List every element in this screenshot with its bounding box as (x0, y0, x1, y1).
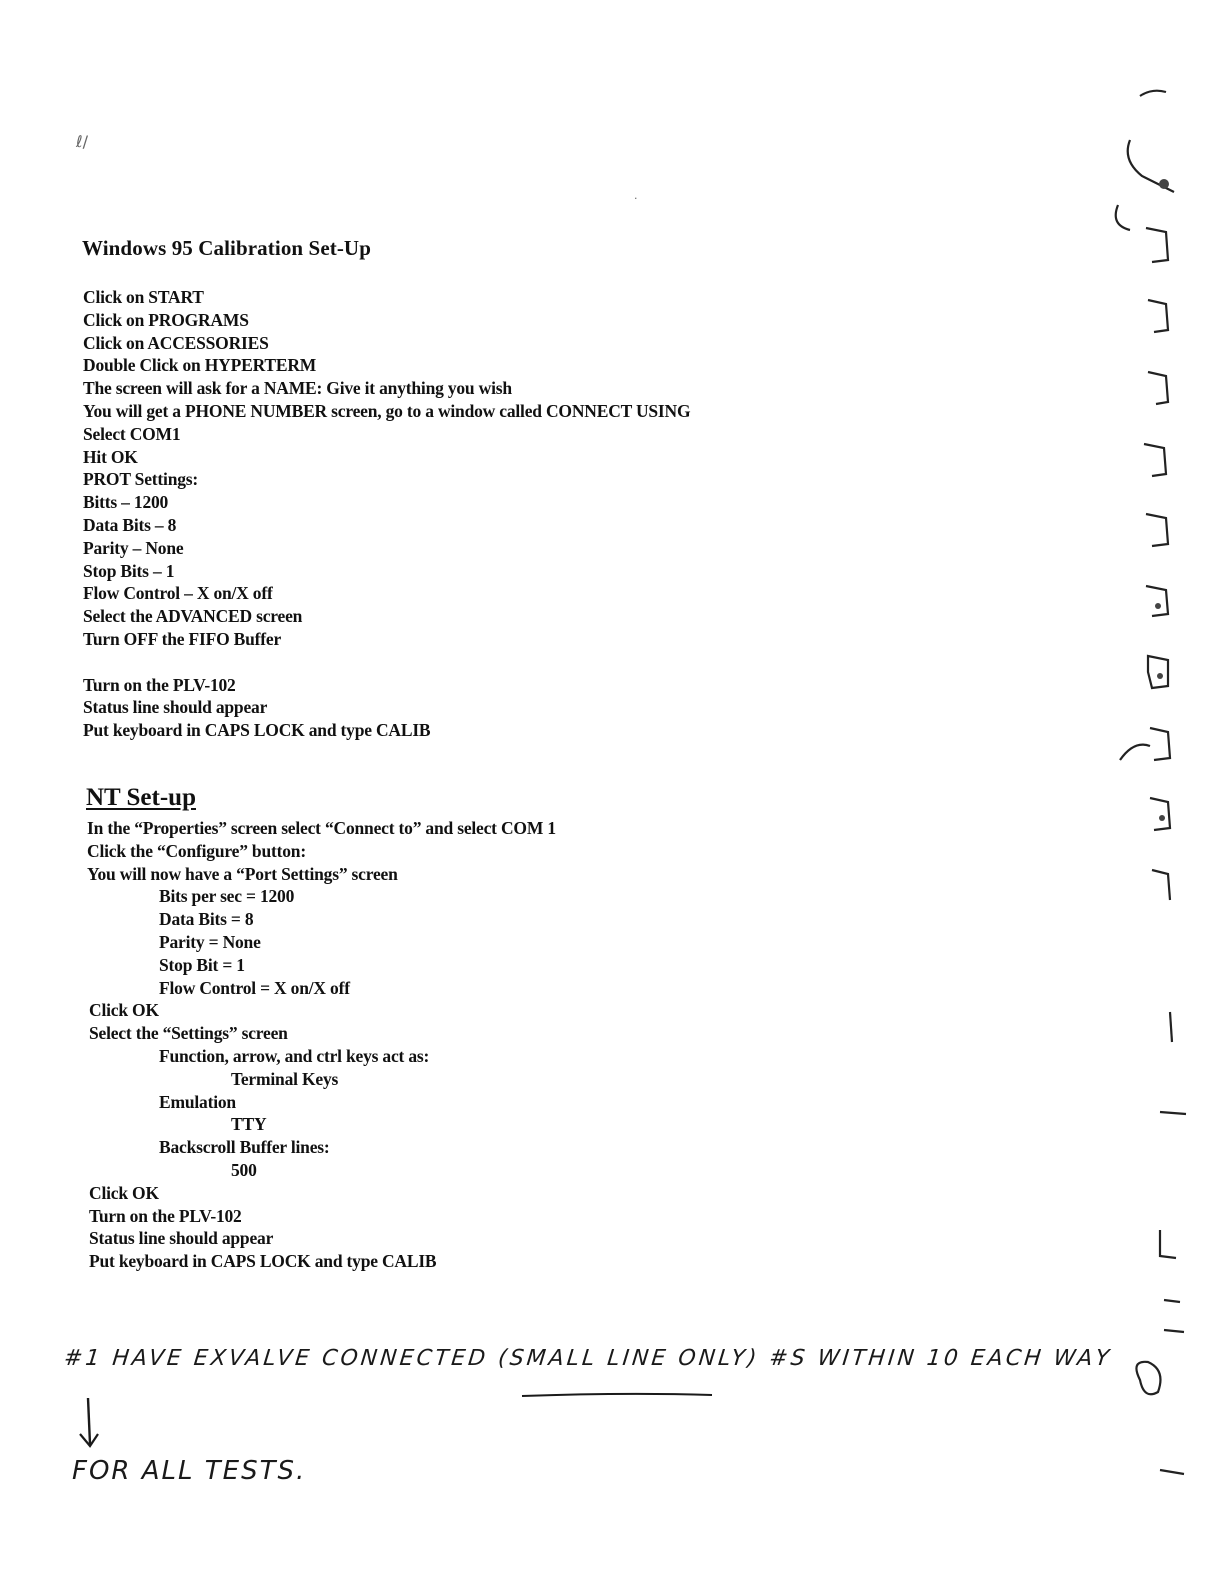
nt-setting-label: Backscroll Buffer lines: (159, 1137, 330, 1158)
nt-setting-value: TTY (231, 1114, 267, 1135)
windows-step: Put keyboard in CAPS LOCK and type CALIB (83, 720, 431, 741)
binder-hole-marks (1100, 0, 1210, 1580)
windows-step: Click on START (83, 287, 204, 307)
nt-step: In the “Properties” screen select “Connect to” and select COM 1 (87, 818, 556, 838)
paragraph-gap (83, 651, 690, 674)
nt-step: Click the “Configure” button: (87, 840, 306, 861)
handwritten-arrow-down-icon (74, 1396, 104, 1452)
windows-section-title: Windows 95 Calibration Set-Up (82, 236, 371, 260)
windows-step: You will get a PHONE NUMBER screen, go to a window called CONNECT USING (83, 400, 691, 421)
nt-setting-label: Emulation (159, 1091, 236, 1112)
scan-speck: · (634, 192, 638, 205)
windows-step: Turn OFF the FIFO Buffer (83, 628, 282, 649)
nt-port-setting: Flow Control = X on/X off (159, 977, 350, 998)
nt-port-setting: Bits per sec = 1200 (159, 886, 295, 907)
handwritten-note-line-2: FOR ALL TESTS. (72, 1456, 307, 1486)
windows-step: Select COM1 (83, 423, 181, 444)
nt-steps (87, 817, 556, 1273)
windows-step: Click on PROGRAMS (83, 309, 249, 330)
windows-step: Parity – None (83, 537, 184, 558)
windows-step: Bitts – 1200 (83, 492, 169, 513)
nt-step: Click OK (89, 1000, 159, 1021)
windows-step: Turn on the PLV-102 (83, 674, 236, 695)
handwritten-underline (518, 1390, 718, 1402)
windows-step: Status line should appear (83, 697, 268, 718)
windows-steps (83, 286, 690, 742)
nt-step: You will now have a “Port Settings” screen (87, 863, 398, 884)
nt-port-setting: Stop Bit = 1 (159, 954, 245, 975)
nt-setting-value: 500 (231, 1159, 257, 1180)
nt-step: Put keyboard in CAPS LOCK and type CALIB (89, 1251, 437, 1272)
nt-step: Select the “Settings” screen (89, 1023, 288, 1044)
nt-setting-value: Terminal Keys (231, 1068, 339, 1089)
windows-step: Data Bits – 8 (83, 514, 177, 535)
nt-step: Status line should appear (89, 1228, 274, 1249)
nt-section-title: NT Set-up (86, 784, 196, 811)
windows-step: The screen will ask for a NAME: Give it anything you wish (83, 378, 512, 399)
windows-step: Select the ADVANCED screen (83, 606, 303, 627)
windows-step: Double Click on HYPERTERM (83, 355, 317, 376)
nt-step: Turn on the PLV-102 (89, 1205, 242, 1226)
nt-port-setting: Data Bits = 8 (159, 909, 254, 930)
handwritten-note-line-1: #1 HAVE EXVALVE CONNECTED (SMALL LINE ONLY) #S WITHIN 10 EACH WAY (62, 1346, 1114, 1371)
nt-setting-label: Function, arrow, and ctrl keys act as: (159, 1045, 430, 1066)
windows-step: Click on ACCESSORIES (83, 332, 269, 353)
nt-port-setting: Parity = None (159, 931, 261, 952)
windows-step: Stop Bits – 1 (83, 560, 175, 581)
scan-speck: ℓ/ (76, 132, 88, 151)
nt-step: Click OK (89, 1182, 159, 1203)
windows-step: Flow Control – X on/X off (83, 583, 273, 604)
windows-step: Hit OK (83, 446, 138, 467)
windows-step: PROT Settings: (83, 469, 199, 490)
